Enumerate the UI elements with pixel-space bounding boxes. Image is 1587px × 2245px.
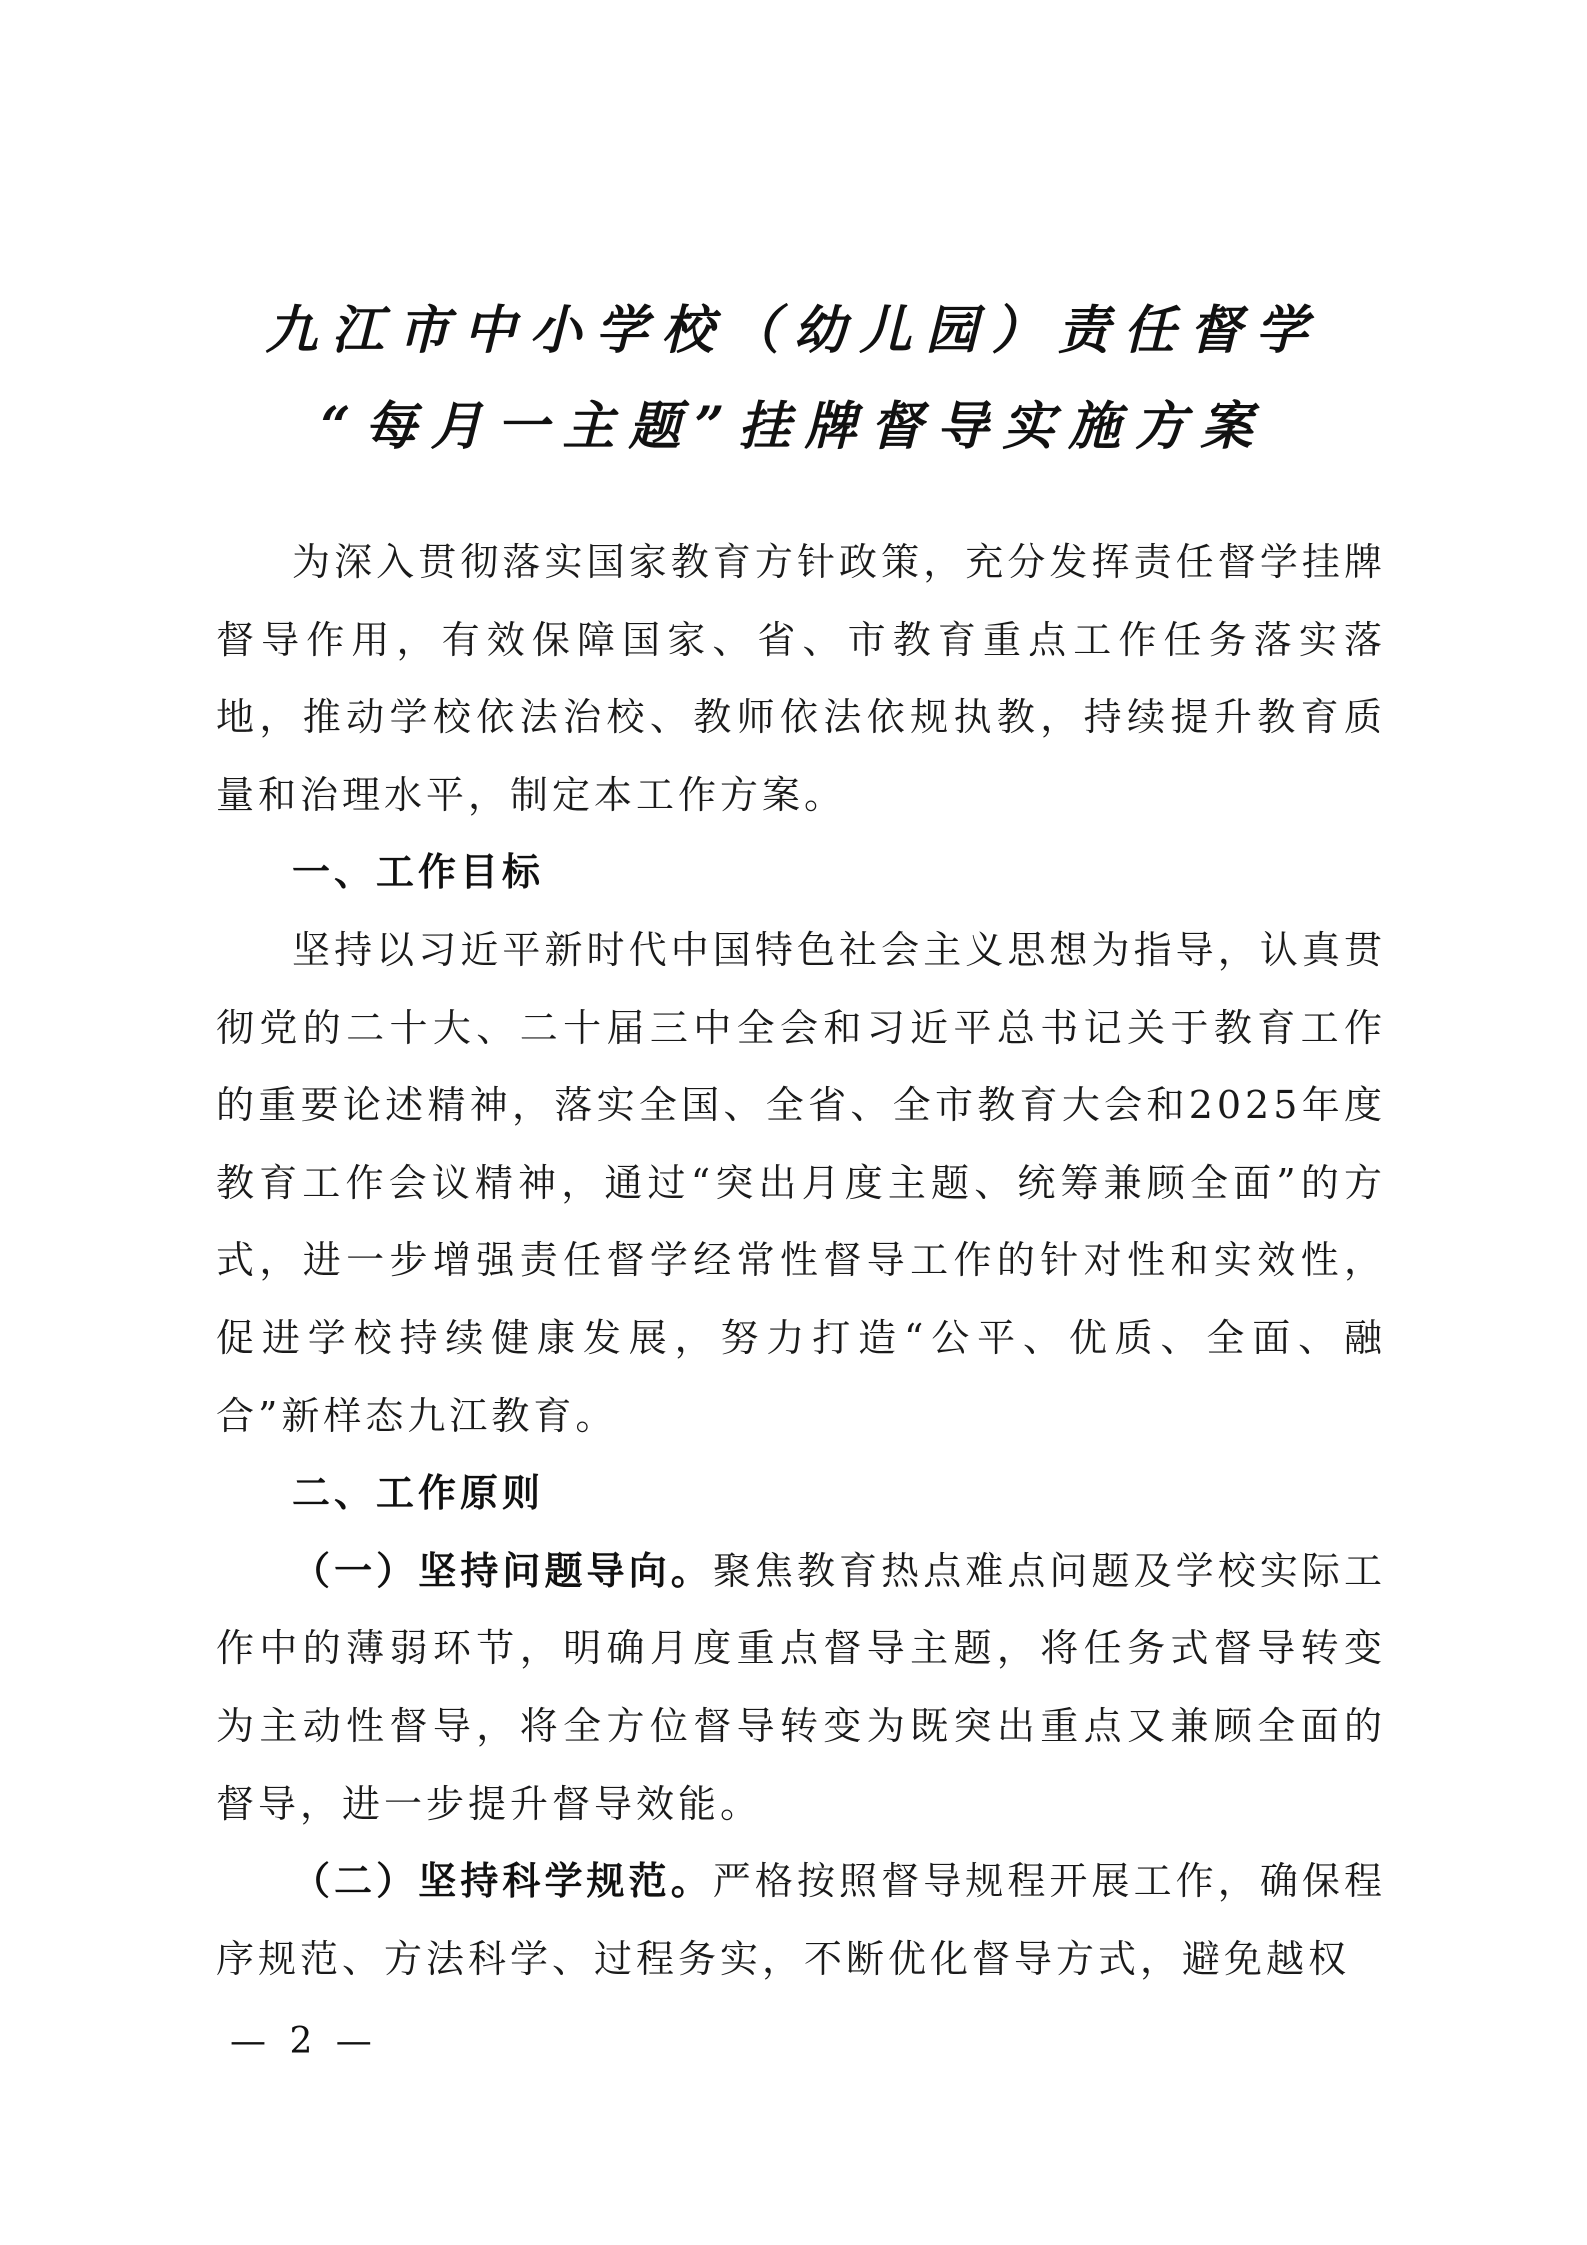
title-line-2: “每月一主题”挂牌督导实施方案 [320,396,1267,457]
goals-paragraph: 坚持以习近平新时代中国特色社会主义思想为指导，认真贯彻党的二十大、二十届三中全会和习近平总书记关于教育工作的重要论述精神，落实全国、全省、全市教育大会和2025年度教育工作会议精神，通过“突出月度主题、统筹兼顾全面”的方式，进一步增强责任督学经常性督导工作的针对性和实效性，促进学校持续健康发展，努力打造“公平、优质、全面、融合”新样态九江教育。 [216,927,1386,1438]
intro-paragraph: 为深入贯彻落实国家教育方针政策，充分发挥责任督学挂牌督导作用，有效保障国家、省、市教育重点工作任务落实落地，推动学校依法治校、教师依法依规执教，持续提升教育质量和治理水平，制定本工作方案。 [216,540,1386,817]
principle-1-text: 聚焦教育热点难点问题及学校实际工作中的薄弱环节，明确月度重点督导主题，将任务式督导转变为主动性督导，将全方位督导转变为既突出重点又兼顾全面的督导，进一步提升督导效能。 [216,1548,1386,1826]
principle-2-paragraph [216,1843,1386,1998]
page-number: — 2 — [230,2021,378,2062]
section-heading-principles: 二、工作原则 [292,1471,545,1516]
principle-1-paragraph [216,1533,1386,1843]
principle-2-text: 严格按照督导规程开展工作，确保程序规范、方法科学、过程务实，不断优化督导方式，避免越权 [216,1859,1386,1981]
section-heading-goals: 一、工作目标 [292,850,545,895]
principle-2-lead: （二）坚持科学规范。 [292,1859,713,1904]
principle-1-lead: （一）坚持问题导向。 [292,1548,713,1593]
document-body [216,524,1386,1998]
document-title [0,283,1587,475]
title-line-1: 九江市中小学校（幼儿园）责任督学 [265,300,1322,361]
